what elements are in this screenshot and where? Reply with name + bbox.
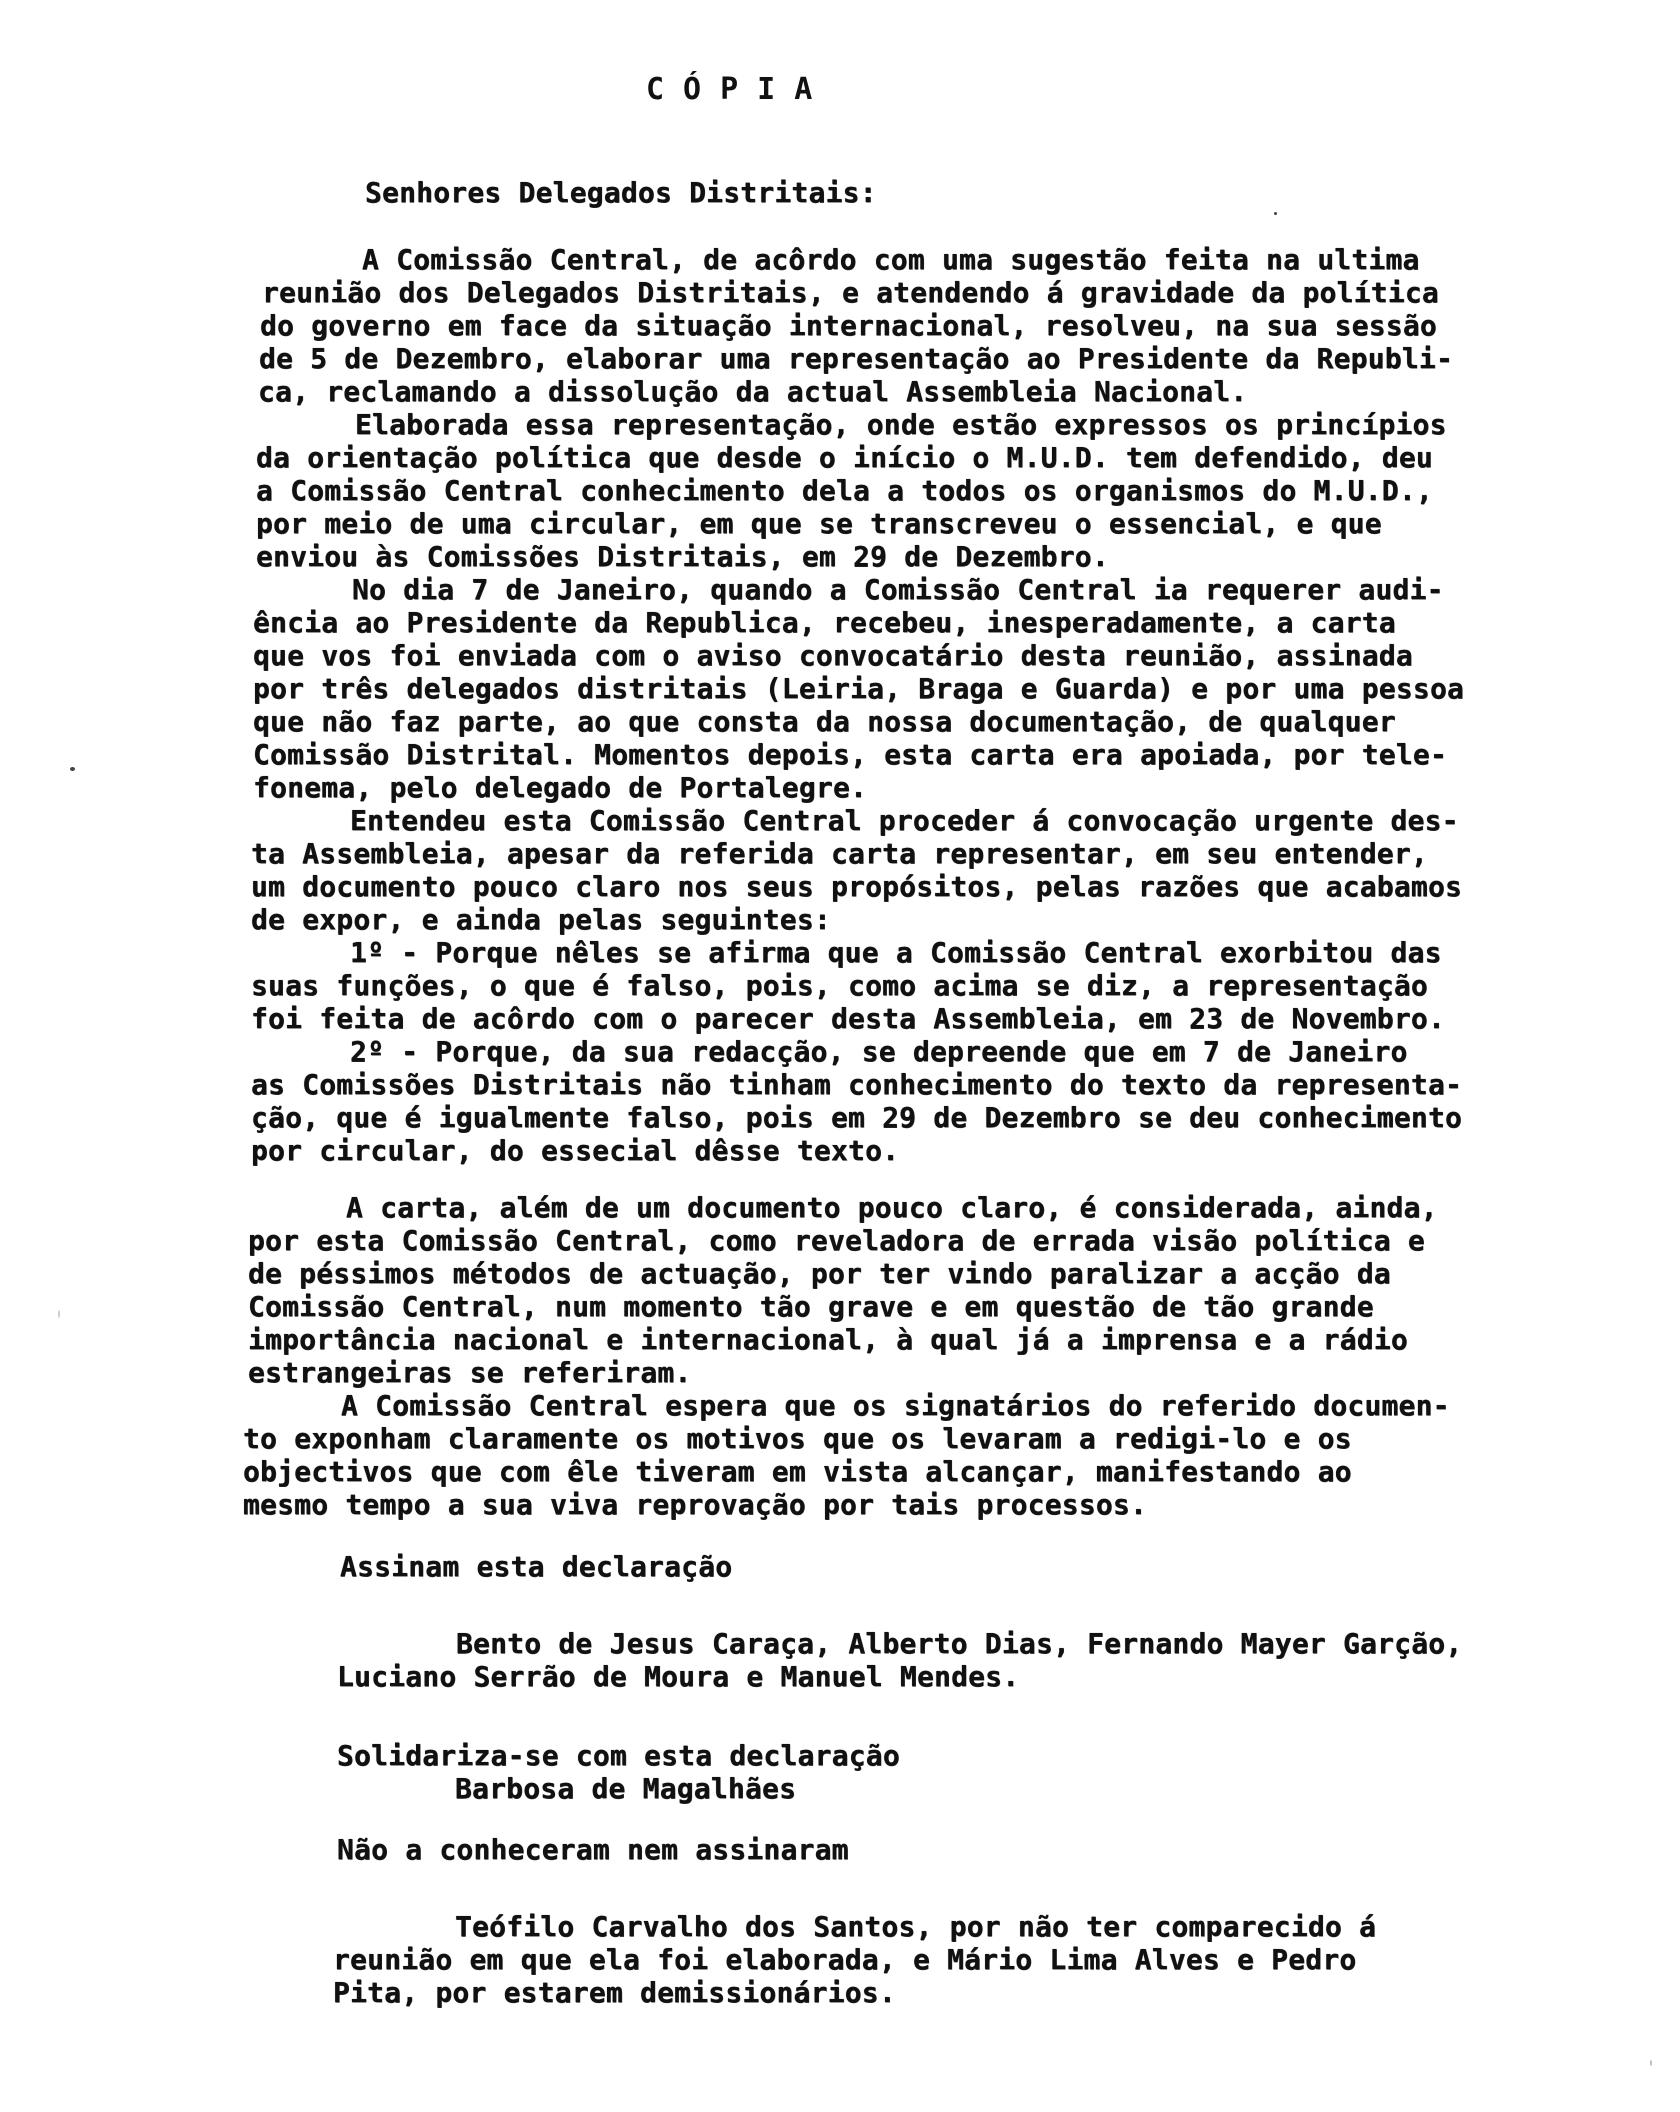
- paragraph-line: 2º - Porque, da sua redacção, se depreende que em 7 de Janeiro: [350, 1035, 1408, 1068]
- paragraph-line: de expor, e ainda pelas seguintes:: [251, 903, 831, 936]
- paragraph-line: 1º - Porque nêles se afirma que a Comissão Central exorbitou das: [350, 936, 1442, 969]
- scan-speck: [1274, 212, 1277, 215]
- paragraph-line: da orientação política que desde o início o M.U.D. tem defendido, deu: [256, 441, 1433, 474]
- paragraph-line: A Comissão Central espera que os signatários do referido documen-: [341, 1389, 1450, 1422]
- scan-speck: [1650, 2060, 1652, 2066]
- signatures-heading: Assinam esta declaração: [340, 1550, 733, 1583]
- paragraph-line: objectivos que com êle tiveram em vista alcançar, manifestando ao: [243, 1455, 1352, 1488]
- signatories-line: Luciano Serrão de Moura e Manuel Mendes.: [337, 1660, 1020, 1693]
- not-signed-line: Teófilo Carvalho dos Santos, por não ter comparecido á: [455, 1910, 1377, 1943]
- paragraph-line: suas funções, o que é falso, pois, como acima se diz, a representação: [251, 969, 1428, 1002]
- paragraph-line: as Comissões Distritais não tinham conhecimento do texto da representa-: [251, 1068, 1463, 1101]
- paragraph-line: de 5 de Dezembro, elaborar uma representação ao Presidente da Republi-: [259, 342, 1454, 375]
- paragraph-line: reunião dos Delegados Distritais, e atendendo á gravidade da política: [262, 276, 1439, 309]
- scan-speck: [70, 767, 75, 771]
- paragraph-line: A carta, além de um documento pouco claro, é considerada, ainda,: [346, 1191, 1438, 1224]
- paragraph-line: por esta Comissão Central, como reveladora de errada visão política e: [248, 1224, 1425, 1257]
- paragraph-line: ência ao Presidente da Republica, recebeu, inesperadamente, a carta: [253, 606, 1396, 639]
- paragraph-line: No dia 7 de Janeiro, quando a Comissão Central ia requerer audi-: [352, 573, 1444, 606]
- paragraph-line: por meio de uma circular, em que se transcreveu o essencial, e que: [256, 507, 1382, 540]
- not-signed-heading: Não a conheceram nem assinaram: [337, 1833, 849, 1866]
- paragraph-line: a Comissão Central conhecimento dela a todos os organismos do M.U.D.,: [256, 474, 1433, 507]
- signatories-line: Bento de Jesus Caraça, Alberto Dias, Fernando Mayer Garção,: [456, 1627, 1463, 1660]
- paragraph-line: Comissão Central, num momento tão grave e em questão de tão grande: [248, 1290, 1374, 1323]
- paragraph-line: Entendeu esta Comissão Central proceder á convocação urgente des-: [350, 804, 1459, 837]
- paragraph-line: enviou às Comissões Distritais, em 29 de Dezembro.: [256, 540, 1109, 573]
- paragraph-line: ta Assembleia, apesar da referida carta representar, em seu entender,: [251, 837, 1428, 870]
- paragraph-line: estrangeiras se referiram.: [248, 1356, 692, 1389]
- paragraph-line: que não faz parte, ao que consta da nossa documentação, de qualquer: [253, 705, 1396, 738]
- paragraph-line: importância nacional e internacional, à qual já a imprensa e a rádio: [248, 1323, 1408, 1356]
- paragraph-line: mesmo tempo a sua viva reprovação por tais processos.: [243, 1488, 1148, 1521]
- paragraph-line: A Comissão Central, de acôrdo com uma sugestão feita na ultima: [362, 243, 1420, 276]
- paragraph-line: ca, reclamando a dissolução da actual Assembleia Nacional.: [258, 375, 1248, 408]
- paragraph-line: que vos foi enviada com o aviso convocatário desta reunião, assinada: [253, 639, 1413, 672]
- paragraph-line: Comissão Distrital. Momentos depois, esta carta era apoiada, por tele-: [253, 738, 1448, 771]
- not-signed-line: Pita, por estarem demissionários.: [333, 1976, 896, 2009]
- paragraph-line: por circular, do essecial dêsse texto.: [251, 1134, 900, 1167]
- scan-speck: [58, 1310, 60, 1318]
- salutation: Senhores Delegados Distritais:: [365, 176, 877, 209]
- document-title: CÓPIA: [646, 72, 832, 107]
- paragraph-line: ção, que é igualmente falso, pois em 29 de Dezembro se deu conhecimento: [251, 1101, 1463, 1134]
- paragraph-line: um documento pouco claro nos seus propósitos, pelas razões que acabamos: [251, 870, 1463, 903]
- solidarity-name: Barbosa de Magalhães: [455, 1772, 797, 1805]
- paragraph-line: Elaborada essa representação, onde estão expressos os princípios: [355, 408, 1447, 441]
- paragraph-line: de péssimos métodos de actuação, por ter vindo paralizar a acção da: [248, 1257, 1391, 1290]
- not-signed-line: reunião em que ela foi elaborada, e Mário Lima Alves e Pedro: [333, 1943, 1357, 1976]
- paragraph-line: to exponham claramente os motivos que os levaram a redigi-lo e os: [243, 1422, 1352, 1455]
- solidarity-heading: Solidariza-se com esta declaração: [337, 1739, 900, 1772]
- paragraph-line: foi feita de acôrdo com o parecer desta Assembleia, em 23 de Novembro.: [251, 1002, 1446, 1035]
- paragraph-line: do governo em face da situação internacional, resolveu, na sua sessão: [260, 309, 1437, 342]
- paragraph-line: fonema, pelo delegado de Portalegre.: [253, 771, 868, 804]
- paragraph-line: por três delegados distritais (Leiria, Braga e Guarda) e por uma pessoa: [253, 672, 1465, 705]
